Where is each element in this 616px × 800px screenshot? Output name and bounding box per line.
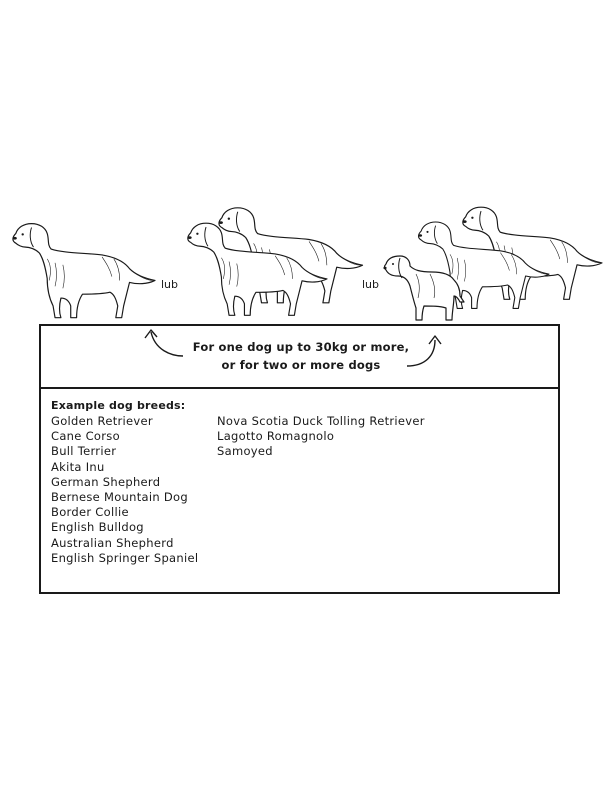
breed-item: Australian Shepherd (51, 535, 174, 550)
breed-item: English Springer Spaniel (51, 550, 199, 565)
single-dog-illustration (13, 224, 155, 318)
headline-line-2: or for two or more dogs (221, 358, 381, 372)
dog-illustrations-row (0, 188, 616, 324)
breed-item: German Shepherd (51, 474, 161, 489)
breed-list-right (217, 414, 425, 460)
dog-illustrations-svg (0, 188, 616, 324)
breed-item: Cane Corso (51, 429, 120, 444)
curved-arrow-right-icon (401, 326, 461, 376)
breed-item: English Bulldog (51, 520, 144, 535)
three-dogs-illustration (383, 207, 602, 320)
or-label-1: lub (161, 278, 179, 291)
two-dogs-illustration (188, 208, 363, 316)
card-header (41, 326, 558, 389)
or-label-2: lub (362, 278, 380, 291)
breed-card (39, 324, 560, 594)
headline-line-1: For one dog up to 30kg or more, (192, 340, 410, 354)
breed-list-left (51, 414, 198, 566)
breed-item: Akita Inu (51, 459, 105, 474)
breed-item: Samoyed (217, 444, 273, 459)
breed-item: Golden Retriever (51, 414, 153, 428)
breed-item: Border Collie (51, 505, 129, 520)
breed-item: Bernese Mountain Dog (51, 489, 188, 504)
breed-item: Bull Terrier (51, 444, 117, 459)
breed-item: Nova Scotia Duck Tolling Retriever (217, 414, 425, 428)
breed-item: Lagotto Romagnolo (217, 429, 335, 444)
breeds-title: Example dog breeds: (51, 399, 186, 412)
